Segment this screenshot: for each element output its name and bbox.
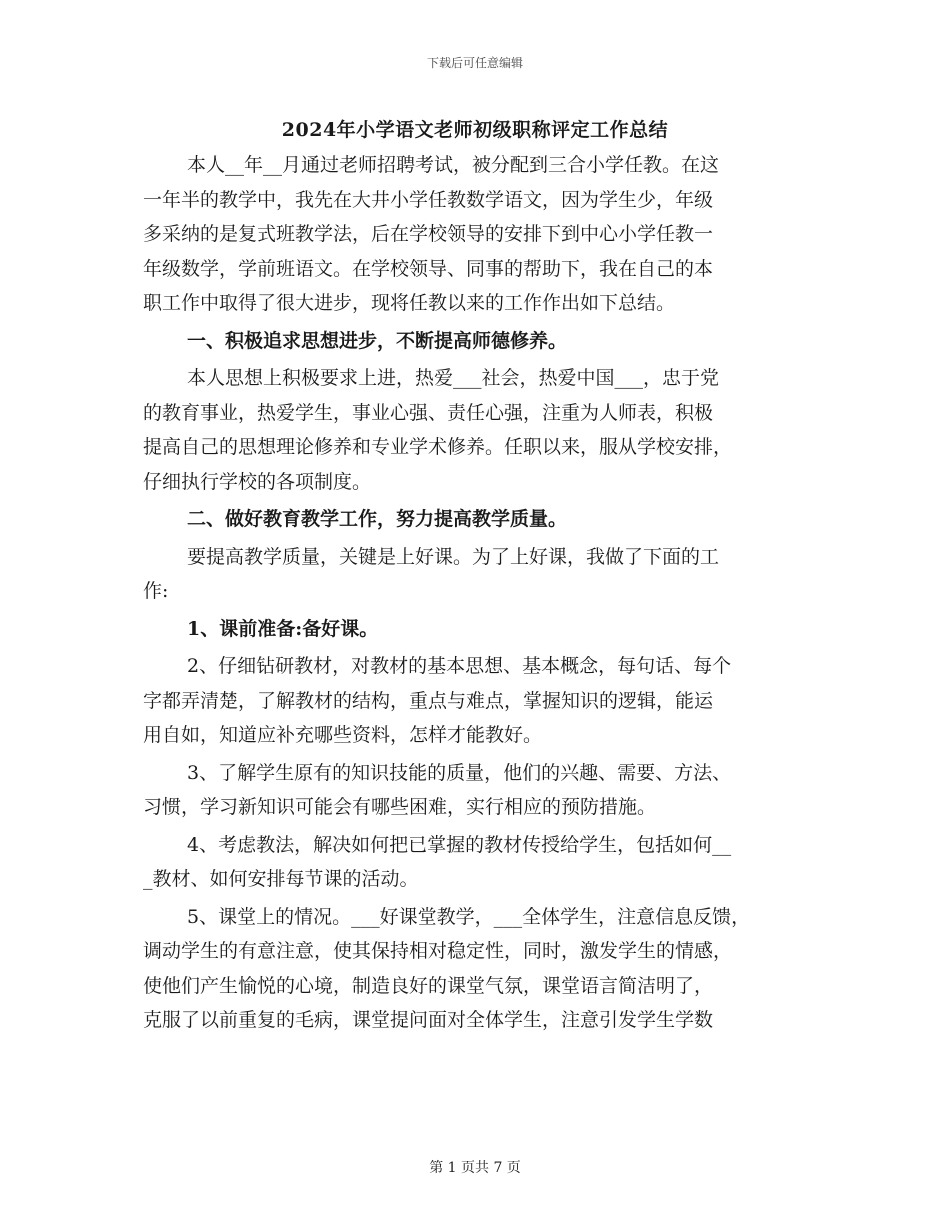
paragraph-line: 仔细执行学校的各项制度。 xyxy=(143,470,372,493)
document-title: 2024年小学语文老师初级职称评定工作总结 xyxy=(281,119,669,141)
document-body xyxy=(143,148,815,1038)
paragraph-line: 职工作中取得了很大进步，现将任教以来的工作作出如下总结。 xyxy=(143,292,676,314)
subsection-heading: 1、课前准备:备好课。 xyxy=(187,617,379,640)
paragraph-line: _教材、如何安排每节课的活动。 xyxy=(143,868,419,890)
paragraph-line: 克服了以前重复的毛病，课堂提问面对全体学生，注意引发学生学数 xyxy=(143,1009,714,1031)
paragraph-line: 年级数学，学前班语文。在学校领导、同事的帮助下，我在自己的本 xyxy=(143,257,714,280)
paragraph-line: 使他们产生愉悦的心境，制造良好的课堂气氛，课堂语言简洁明了， xyxy=(143,974,714,997)
paragraph-line: 作: xyxy=(143,580,169,602)
paragraph-line: 本人__年__月通过老师招聘考试，被分配到三合小学任教。在这 xyxy=(187,154,720,176)
paragraph-line: 2、仔细钻研教材，对教材的基本思想、基本概念，每句话、每个 xyxy=(187,655,732,677)
paragraph-line: 3、了解学生原有的知识技能的质量，他们的兴趣、需要、方法、 xyxy=(187,761,732,784)
page-footer-number: 第 1 页共 7 页 xyxy=(429,1160,521,1176)
paragraph-line: 的教育事业，热爱学生，事业心强、责任心强，注重为人师表，积极 xyxy=(143,401,714,424)
paragraph-line: 提高自己的思想理论修养和专业学术修养。任职以来，服从学校安排， xyxy=(143,436,733,458)
paragraph-line: 多采纳的是复式班教学法，后在学校领导的安排下到中心小学任教一 xyxy=(143,223,714,245)
paragraph-line: 5、课堂上的情况。___好课堂教学，___全体学生，注意信息反馈， xyxy=(187,905,751,928)
paragraph-line: 字都弄清楚，了解教材的结构，重点与难点，掌握知识的逻辑，能运 xyxy=(143,689,714,712)
page-header-note: 下载后可任意编辑 xyxy=(426,56,523,70)
paragraph-line: 要提高教学质量，关键是上好课。为了上好课，我做了下面的工 xyxy=(187,545,720,568)
paragraph-line: 4、考虑教法，解决如何把已掌握的教材传授给学生，包括如何__ xyxy=(187,833,732,856)
paragraph-line: 一年半的教学中，我先在大井小学任教数学语文，因为学生少，年级 xyxy=(143,188,714,211)
paragraph-line: 用自如，知道应补充哪些资料，怎样才能教好。 xyxy=(143,724,543,746)
paragraph-line: 调动学生的有意注意，使其保持相对稳定性，同时，激发学生的情感， xyxy=(143,940,733,962)
paragraph-line: 本人思想上积极要求上进，热爱___社会，热爱中国___，忠于党 xyxy=(187,367,720,389)
section-heading: 一、积极追求思想进步，不断提高师德修养。 xyxy=(187,329,568,352)
section-heading: 二、做好教育教学工作，努力提高教学质量。 xyxy=(187,508,568,530)
paragraph-line: 习惯，学习新知识可能会有哪些困难，实行相应的预防措施。 xyxy=(143,796,657,818)
